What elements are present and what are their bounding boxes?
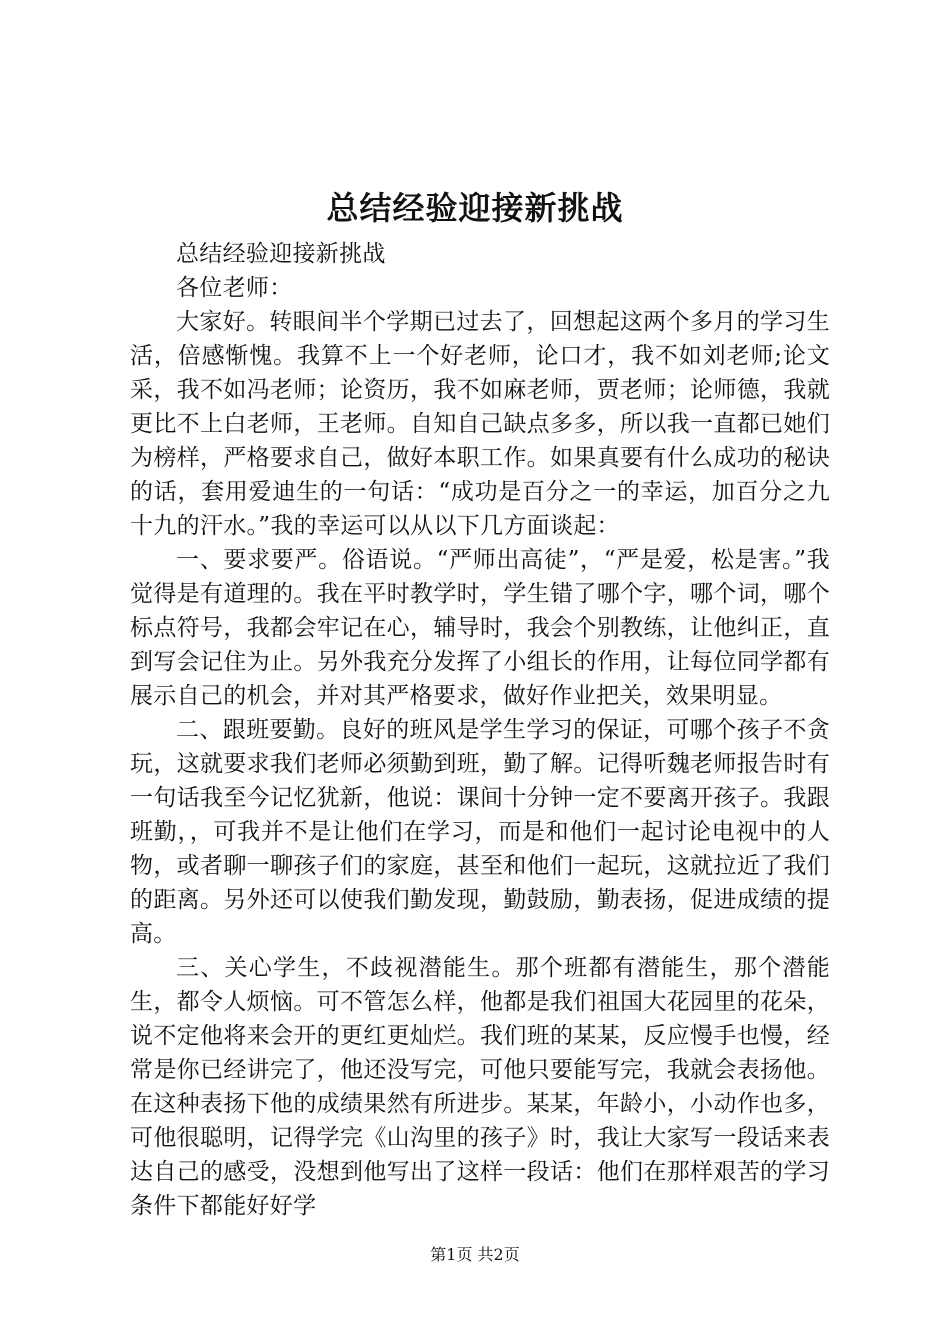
document-body	[130, 237, 830, 1223]
body-paragraph: 三、关心学生，不歧视潜能生。那个班都有潜能生，那个潜能生，都令人烦恼。可不管怎么样，他都是我们祖国大花园里的花朵，说不定他将来会开的更红更灿烂。我们班的某某，反应慢手也慢，经常是你已经讲完了，他还没写完，可他只要能写完，我就会表扬他。在这种表扬下他的成绩果然有所进步。某某，年龄小，小动作也多，可他很聪明，记得学完《山沟里的孩子》时，我让大家写一段话来表达自己的感受，没想到他写出了这样一段话：他们在那样艰苦的学习条件下都能好好学	[130, 955, 830, 1219]
document-title: 总结经验迎接新挑战	[326, 189, 624, 227]
body-paragraph: 二、跟班要勤。良好的班风是学生学习的保证，可哪个孩子不贪玩，这就要求我们老师必须勤到班，勤了解。记得听魏老师报告时有一句话我至今记忆犹新，他说：课间十分钟一定不要离开孩子。我跟班勤，，可我并不是让他们在学习，而是和他们一起讨论电视中的人物，或者聊一聊孩子们的家庭，甚至和他们一起玩，这就拉近了我们的距离。另外还可以使我们勤发现，勤鼓励，勤表扬，促进成绩的提高。	[130, 717, 830, 947]
subtitle-paragraph: 总结经验迎接新挑战	[176, 241, 386, 267]
body-paragraph: 一、要求要严。俗语说。“严师出高徒”，“严是爱，松是害。”我觉得是有道理的。我在平时教学时，学生错了哪个字，哪个词，哪个标点符号，我都会牢记在心，辅导时，我会个别教练，让他纠正，直到写会记住为止。另外我充分发挥了小组长的作用，让每位同学都有展示自己的机会，并对其严格要求，做好作业把关，效果明显。	[130, 547, 830, 709]
body-paragraph: 大家好。转眼间半个学期已过去了，回想起这两个多月的学习生活，倍感惭愧。我算不上一个好老师，论口才，我不如刘老师;论文采，我不如冯老师；论资历，我不如麻老师，贾老师；论师德，我就更比不上白老师，王老师。自知自己缺点多多，所以我一直都已她们为榜样，严格要求自己，做好本职工作。如果真要有什么成功的秘诀的话，套用爱迪生的一句话：“成功是百分之一的幸运，加百分之九十九的汗水。”我的幸运可以从以下几方面谈起：	[130, 309, 830, 539]
page-footer: 第1页 共2页	[430, 1245, 520, 1264]
salutation-paragraph: 各位老师：	[176, 275, 293, 301]
